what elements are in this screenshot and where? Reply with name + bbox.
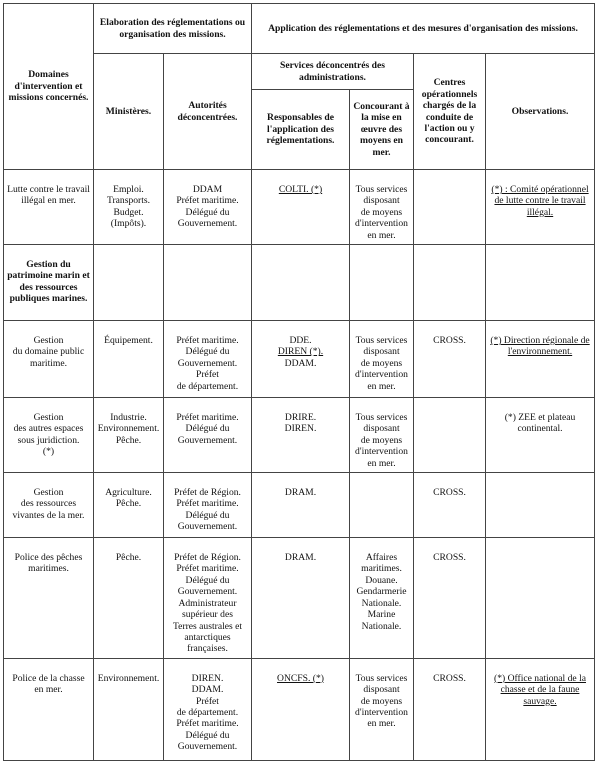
table-row [4,170,595,245]
table-row [4,321,595,398]
section-title: Gestion du patrimoine marin et des ressources publiques marines. [4,245,94,321]
cell-domaine: Gestion du domaine public maritime. [4,321,94,398]
cell-responsables: DRAM. [252,473,350,538]
cell-concourant: Tous services disposant de moyens d'intervention en mer. [350,170,414,245]
cell-concourant: Tous services disposant de moyens d'intervention en mer. [350,321,414,398]
cell-responsables: DRAM. [252,538,350,659]
cell-observations: (*) Office national de la chasse et de la faune sauvage. [486,658,595,760]
cell-autorites: Préfet maritime. Délégué du Gouvernement. Préfet de département. [164,321,252,398]
header-domaines: Domaines d'intervention et missions concernés. [4,4,94,170]
table-row [4,538,595,659]
cell-ministeres: Agriculture. Pêche. [94,473,164,538]
cell-concourant: Tous services disposant de moyens d'intervention en mer. [350,398,414,473]
header-concourant: Concourant à la mise en œuvre des moyens en mer. [350,90,414,170]
table-row [4,398,595,473]
cell-observations: (*) Direction régionale de l'environnement. [486,321,595,398]
empty-cell [164,245,252,321]
header-centres: Centres opérationnels chargés de la conduite de l'action ou y concourant. [414,54,486,170]
cell-domaine: Gestion des ressources vivantes de la mer. [4,473,94,538]
empty-cell [94,245,164,321]
header-application: Application des réglementations et des mesures d'organisation des missions. [252,4,595,54]
cell-centres [414,170,486,245]
cell-concourant: Affaires maritimes. Douane. Gendarmerie Nationale. Marine Nationale. [350,538,414,659]
header-observations: Observations. [486,54,595,170]
table-row [4,473,595,538]
empty-cell [486,245,595,321]
cell-responsables: DRIRE. DIREN. [252,398,350,473]
cell-concourant: Tous services disposant de moyens d'intervention en mer. [350,658,414,760]
cell-responsables: ONCFS. (*) [252,658,350,760]
cell-centres [414,398,486,473]
cell-domaine: Gestion des autres espaces sous juridiction. (*) [4,398,94,473]
cell-observations [486,538,595,659]
header-ministeres: Ministères. [94,54,164,170]
empty-cell [252,245,350,321]
cell-observations: (*) : Comité opérationnel de lutte contre le travail illégal. [486,170,595,245]
cell-responsables: COLTI. (*) [252,170,350,245]
cell-autorites: Préfet de Région. Préfet maritime. Délégué du Gouvernement. [164,473,252,538]
cell-autorites: DDAM Préfet maritime. Délégué du Gouvernement. [164,170,252,245]
cell-responsables: DDE. DIREN (*). DDAM. [252,321,350,398]
cell-domaine: Police des pêches maritimes. [4,538,94,659]
cell-ministeres: Emploi. Transports. Budget. (Impôts). [94,170,164,245]
cell-domaine: Police de la chasse en mer. [4,658,94,760]
empty-cell [414,245,486,321]
empty-cell [350,245,414,321]
cell-centres: CROSS. [414,321,486,398]
cell-ministeres: Équipement. [94,321,164,398]
cell-autorites: Préfet maritime. Délégué du Gouvernement. [164,398,252,473]
cell-autorites: DIREN. DDAM. Préfet de département. Préfet maritime. Délégué du Gouvernement. [164,658,252,760]
cell-domaine: Lutte contre le travail illégal en mer. [4,170,94,245]
cell-observations [486,473,595,538]
cell-observations: (*) ZEE et plateau continental. [486,398,595,473]
header-autorites: Autorités déconcentrées. [164,54,252,170]
header-responsables: Responsables de l'application des réglementations. [252,90,350,170]
cell-concourant [350,473,414,538]
cell-ministeres: Pêche. [94,538,164,659]
cell-centres: CROSS. [414,473,486,538]
header-services: Services déconcentrés des administrations. [252,54,414,90]
cell-ministeres: Industrie. Environnement. Pêche. [94,398,164,473]
header-elaboration: Elaboration des réglementations ou organisation des missions. [94,4,252,54]
table-row [4,658,595,760]
cell-centres: CROSS. [414,658,486,760]
section-row [4,245,595,321]
cell-autorites: Préfet de Région. Préfet maritime. Délégué du Gouvernement. Administrateur supérieur des Terres australes et antarctiques françaises. [164,538,252,659]
cell-centres: CROSS. [414,538,486,659]
cell-ministeres: Environnement. [94,658,164,760]
missions-table [3,3,595,761]
